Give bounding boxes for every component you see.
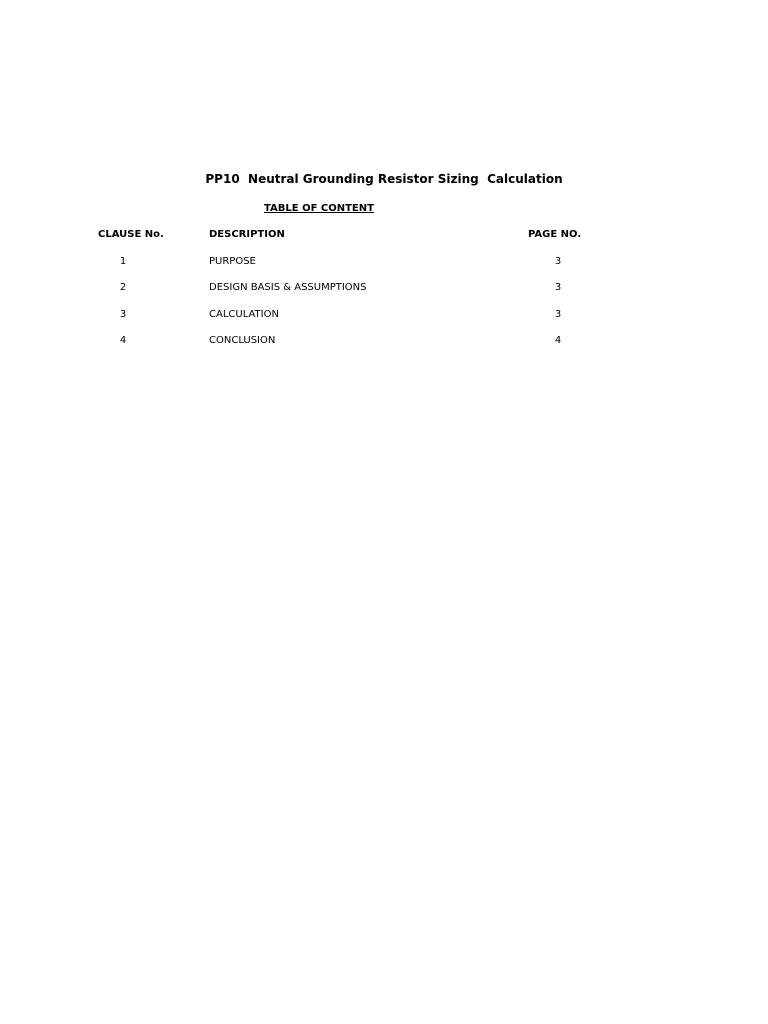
toc-row xyxy=(0,309,768,335)
page-number: 4 xyxy=(554,334,562,346)
toc-row xyxy=(0,335,768,361)
page-number: 3 xyxy=(554,282,562,294)
clause-description: CONCLUSION xyxy=(209,334,276,346)
toc-row xyxy=(0,282,768,308)
clause-description: CALCULATION xyxy=(209,308,279,320)
column-header-clause: CLAUSE No. xyxy=(98,229,164,240)
toc-heading: TABLE OF CONTENT xyxy=(264,203,374,214)
clause-number: 4 xyxy=(119,334,127,346)
clause-description: PURPOSE xyxy=(209,256,256,267)
clause-number: 3 xyxy=(119,308,127,320)
toc-row xyxy=(0,256,768,282)
page-number: 3 xyxy=(554,256,562,267)
document-title: PP10 Neutral Grounding Resistor Sizing Calculation xyxy=(205,172,563,186)
page-number: 3 xyxy=(554,308,562,320)
column-header-page: PAGE NO. xyxy=(528,229,582,240)
clause-description: DESIGN BASIS & ASSUMPTIONS xyxy=(209,282,367,294)
clause-number: 1 xyxy=(119,256,127,267)
clause-number: 2 xyxy=(119,282,127,294)
toc-table xyxy=(0,256,768,361)
column-header-description: DESCRIPTION xyxy=(209,229,285,240)
